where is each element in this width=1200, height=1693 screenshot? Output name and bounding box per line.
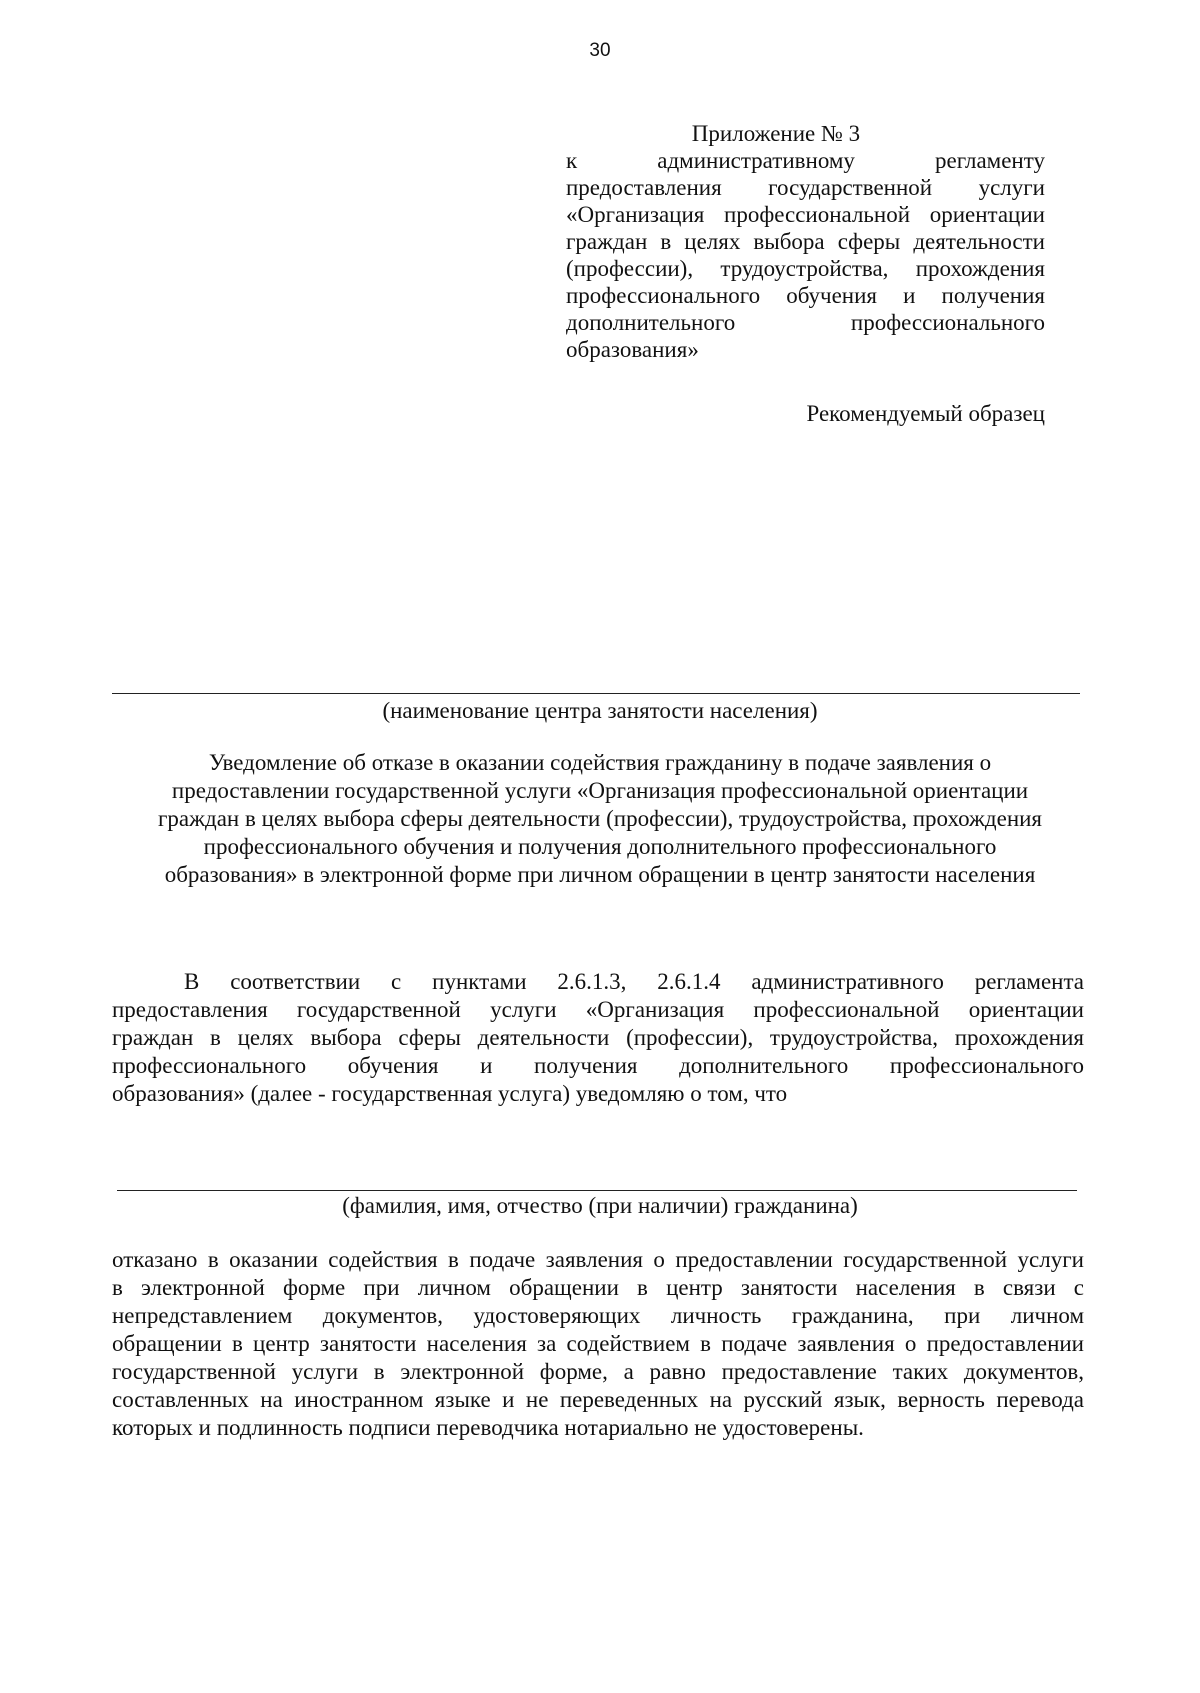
appendix-line: дополнительного профессионального (566, 310, 1045, 335)
paragraph-line: которых и подлинность подписи переводчика нотариально не удостоверены. (112, 1415, 864, 1440)
appendix-line: «Организация профессиональной ориентации (566, 202, 1045, 227)
citizen-name-caption: (фамилия, имя, отчество (при наличии) гражданина) (342, 1193, 858, 1218)
appendix-line: профессионального обучения и получения (566, 283, 1045, 308)
paragraph-line: непредставлением документов, удостоверяющих личность гражданина, при личном (112, 1303, 1084, 1328)
paragraph-line: В соответствии с пунктами 2.6.1.3, 2.6.1.4 административного регламента (184, 969, 1084, 994)
appendix-line: граждан в целях выбора сферы деятельности (566, 229, 1045, 254)
page-number: 30 (589, 40, 611, 61)
paragraph-line: предоставления государственной услуги «Организация профессиональной ориентации (112, 997, 1084, 1022)
appendix-line: (профессии), трудоустройства, прохождения (566, 256, 1045, 281)
appendix-body (566, 147, 1045, 363)
appendix-line: образования» (566, 337, 699, 362)
paragraph-line: составленных на иностранном языке и не переведенных на русский язык, верность перевода (112, 1387, 1084, 1412)
heading-line: образования» в электронной форме при личном обращении в центр занятости населения (164, 862, 1036, 887)
paragraph-2 (112, 1246, 1084, 1442)
paragraph-line: профессионального обучения и получения дополнительного профессионального (112, 1053, 1084, 1078)
appendix-line: к административному регламенту (566, 148, 1045, 173)
heading-line: Уведомление об отказе в оказании содействия гражданину в подаче заявления о (208, 750, 992, 775)
paragraph-line: образования» (далее - государственная услуга) уведомляю о том, что (112, 1081, 788, 1106)
heading-line: профессионального обучения и получения дополнительного профессионального (203, 834, 997, 859)
appendix-title: Приложение № 3 (691, 121, 861, 146)
notice-heading (110, 749, 1090, 889)
heading-line: граждан в целях выбора сферы деятельности (профессии), трудоустройства, прохождения (157, 806, 1043, 831)
appendix-block (566, 120, 1045, 363)
paragraph-line: государственной услуги в электронной форме, а равно предоставление таких документов, (112, 1359, 1084, 1384)
paragraph-line: отказано в оказании содействия в подаче заявления о предоставлении государственной услуги (112, 1247, 1084, 1272)
recommended-sample-label: Рекомендуемый образец (806, 401, 1045, 426)
center-name-line (112, 693, 1080, 694)
heading-line: предоставлении государственной услуги «Организация профессиональной ориентации (171, 778, 1029, 803)
paragraph-1 (112, 968, 1084, 1108)
center-name-caption: (наименование центра занятости населения) (382, 698, 818, 723)
paragraph-line: в электронной форме при личном обращении в центр занятости населения в связи с (112, 1275, 1084, 1300)
paragraph-line: граждан в целях выбора сферы деятельности (профессии), трудоустройства, прохождения (112, 1025, 1084, 1050)
citizen-name-line (117, 1190, 1077, 1191)
appendix-line: предоставления государственной услуги (566, 175, 1045, 200)
paragraph-line: обращении в центр занятости населения за содействием в подаче заявления о предоставлении (112, 1331, 1084, 1356)
